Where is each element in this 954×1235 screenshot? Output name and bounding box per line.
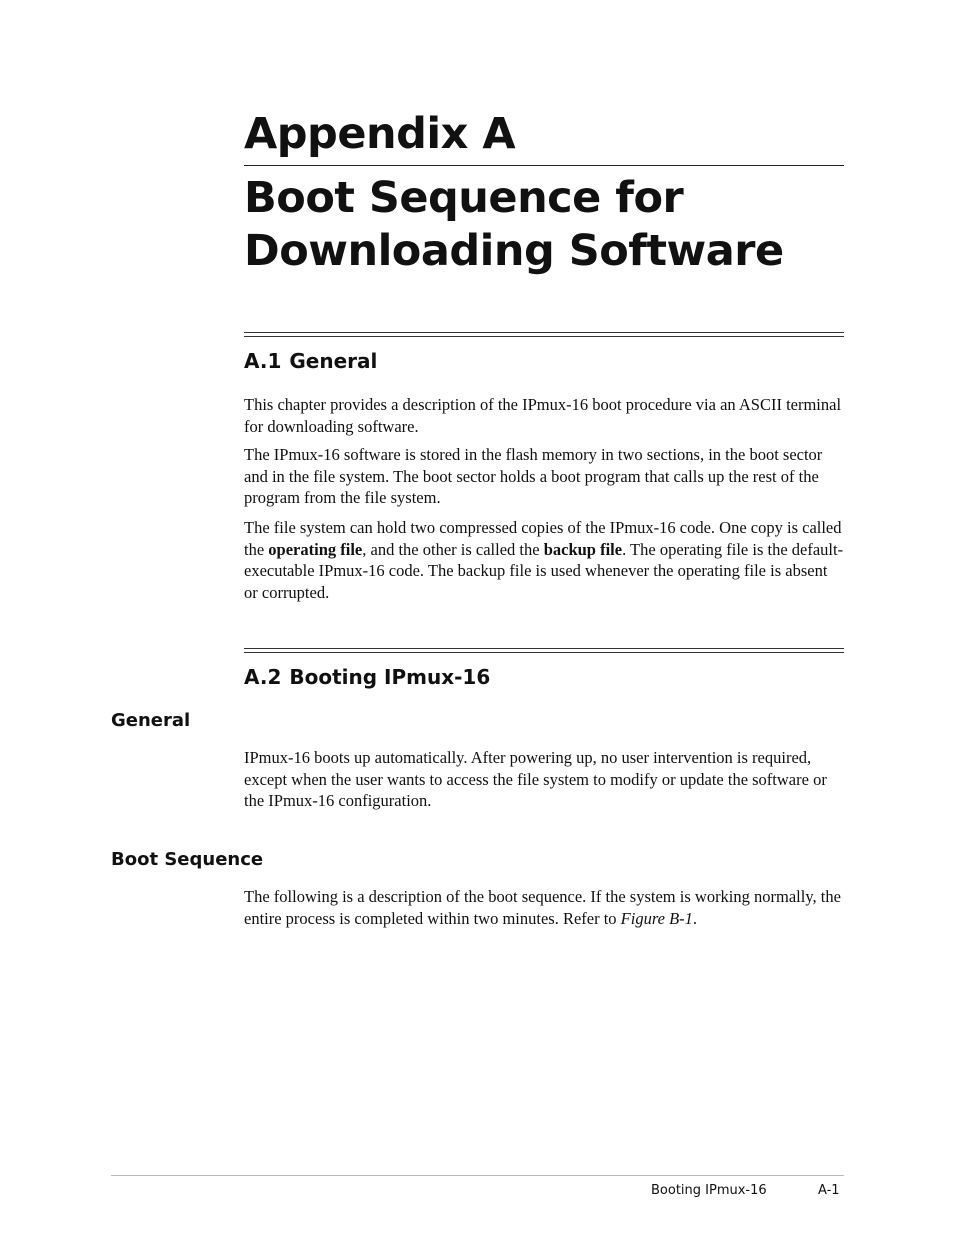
appendix-title: Appendix A [244, 109, 516, 159]
section-heading-a1 [244, 348, 377, 374]
term-backup-file: backup file [543, 539, 623, 559]
paragraph-text: The file system can hold two compressed copies of the IPmux-16 code. One copy is called the [244, 518, 842, 559]
term-operating-file: operating file [268, 539, 363, 559]
page-number: A-1 [818, 1183, 840, 1198]
section-number: A.2 [244, 665, 282, 689]
paragraph [244, 517, 844, 603]
paragraph-text: . [692, 908, 698, 928]
figure-reference-link[interactable]: Figure B-1 [620, 908, 693, 928]
section-divider [244, 332, 844, 337]
section-number: A.1 [244, 349, 282, 373]
section-heading-a2 [244, 664, 490, 690]
paragraph-text: , and the other is called the [362, 539, 544, 559]
paragraph [244, 886, 844, 929]
chapter-title: Boot Sequence for Downloading Software [244, 173, 784, 276]
subheading-general: General [111, 710, 191, 731]
title-divider [244, 165, 844, 166]
footer-divider [111, 1175, 844, 1176]
paragraph: This chapter provides a description of the IPmux-16 boot procedure via an ASCII terminal for downloading software. [244, 395, 842, 436]
section-title: Booting IPmux-16 [289, 665, 491, 689]
paragraph: The IPmux-16 software is stored in the flash memory in two sections, in the boot sector and in the file system. The boot sector holds a boot program that calls up the rest of the program from the file system. [244, 445, 823, 507]
paragraph-text: . The operating file is the default-executable IPmux-16 code. The backup file is used whenever the operating file is absent or corrupted. [244, 539, 844, 602]
section-divider [244, 648, 844, 653]
paragraph: IPmux-16 boots up automatically. After powering up, no user intervention is required, except when the user wants to access the file system to modify or update the software or the IPmux-16 configuration. [244, 748, 827, 810]
paragraph-text: The following is a description of the boot sequence. If the system is working normally, the entire process is completed within two minutes. Refer to [244, 887, 841, 928]
footer-section-title: Booting IPmux-16 [651, 1183, 767, 1198]
subheading-boot-sequence: Boot Sequence [111, 849, 264, 870]
section-title: General [289, 349, 378, 373]
